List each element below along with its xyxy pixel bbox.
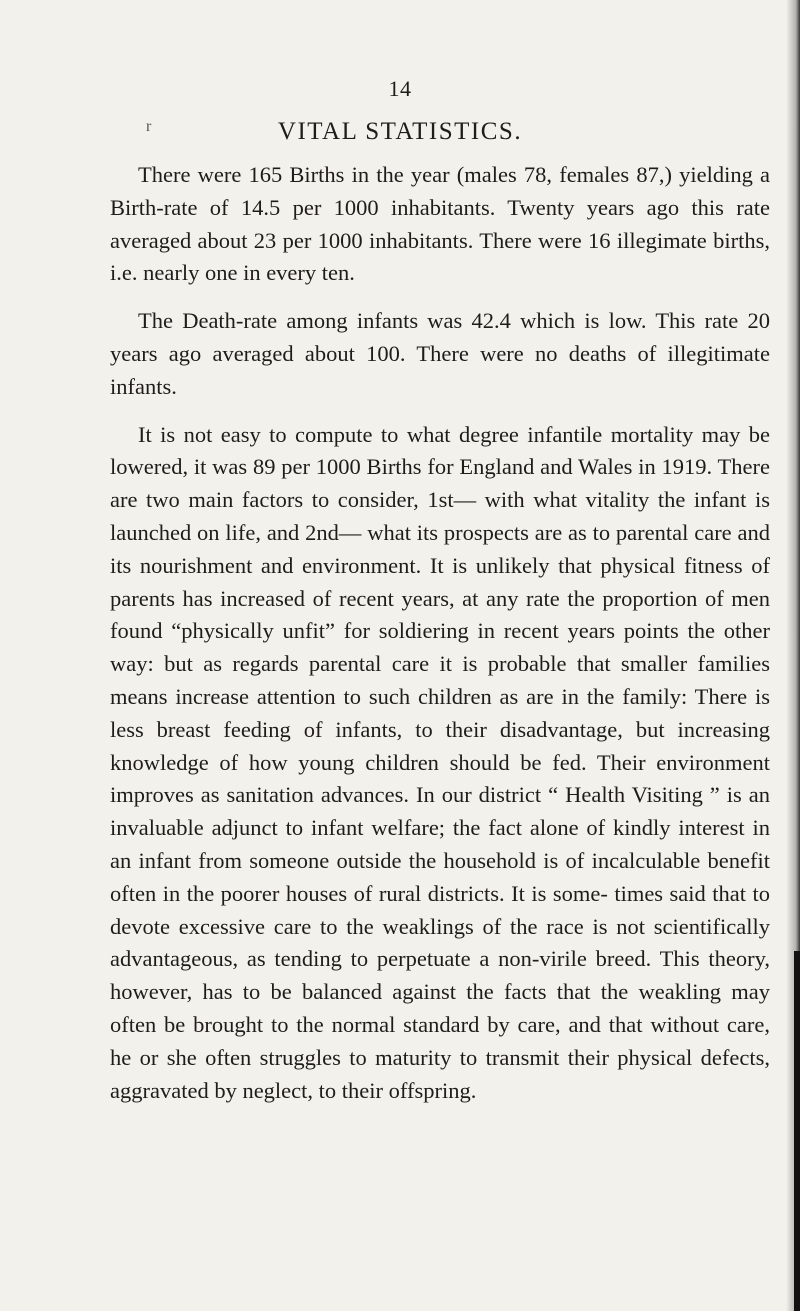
- page-edge-dark: [794, 951, 800, 1311]
- paragraph-births: There were 165 Births in the year (males 78, females 87,) yielding a Birth-rate of 14.5 per 1000 inhabitants. Twenty years ago this rate averaged about 23 per 1000 inhabitants. There were 16 illegimate births, i.e. nearly one in every ten.: [110, 162, 770, 286]
- page-number: 14: [388, 76, 412, 101]
- paragraph-infant-death-rate: The Death-rate among infants was 42.4 which is low. This rate 20 years ago averaged about 100. There were no deaths of illegitimate infants.: [110, 308, 770, 399]
- body-text: [110, 159, 770, 1122]
- running-head: VITAL STATISTICS.: [277, 118, 523, 145]
- margin-mark: r: [146, 118, 152, 135]
- paragraph-infantile-mortality: It is not easy to compute to what degree infantile mortality may be lowered, it was 89 per 1000 Births for England and Wales in 1919. There are two main factors to consider, 1st— with what vitality the infant is launched on life, and 2nd— what its prospects are as to parental care and its nourishment and environment. It is unlikely that physical fitness of parents has increased of recent years, at any rate the proportion of men found “physically unfit” for soldiering in recent years points the other way: but as regards parental care it is probable that smaller families means increase attention to such children as are in the family: There is less breast feeding of infants, to their disadvantage, but increasing knowledge of how young children should be fed. Their environment improves as sanitation advances. In our district “ Health Visiting ” is an invaluable adjunct to infant welfare; the fact alone of kindly interest in an infant from someone outside the household is of incalculable benefit often in the poorer houses of rural districts. It is some- times said that to devote excessive care to the weaklings of the race is not scientifically advantageous, as tending to perpetuate a non-virile breed. This theory, however, has to be balanced against the facts that the weakling may often be brought to the normal standard by care, and that without care, he or she often struggles to maturity to transmit their physical defects, aggravated by neglect, to their offspring.: [110, 421, 770, 1103]
